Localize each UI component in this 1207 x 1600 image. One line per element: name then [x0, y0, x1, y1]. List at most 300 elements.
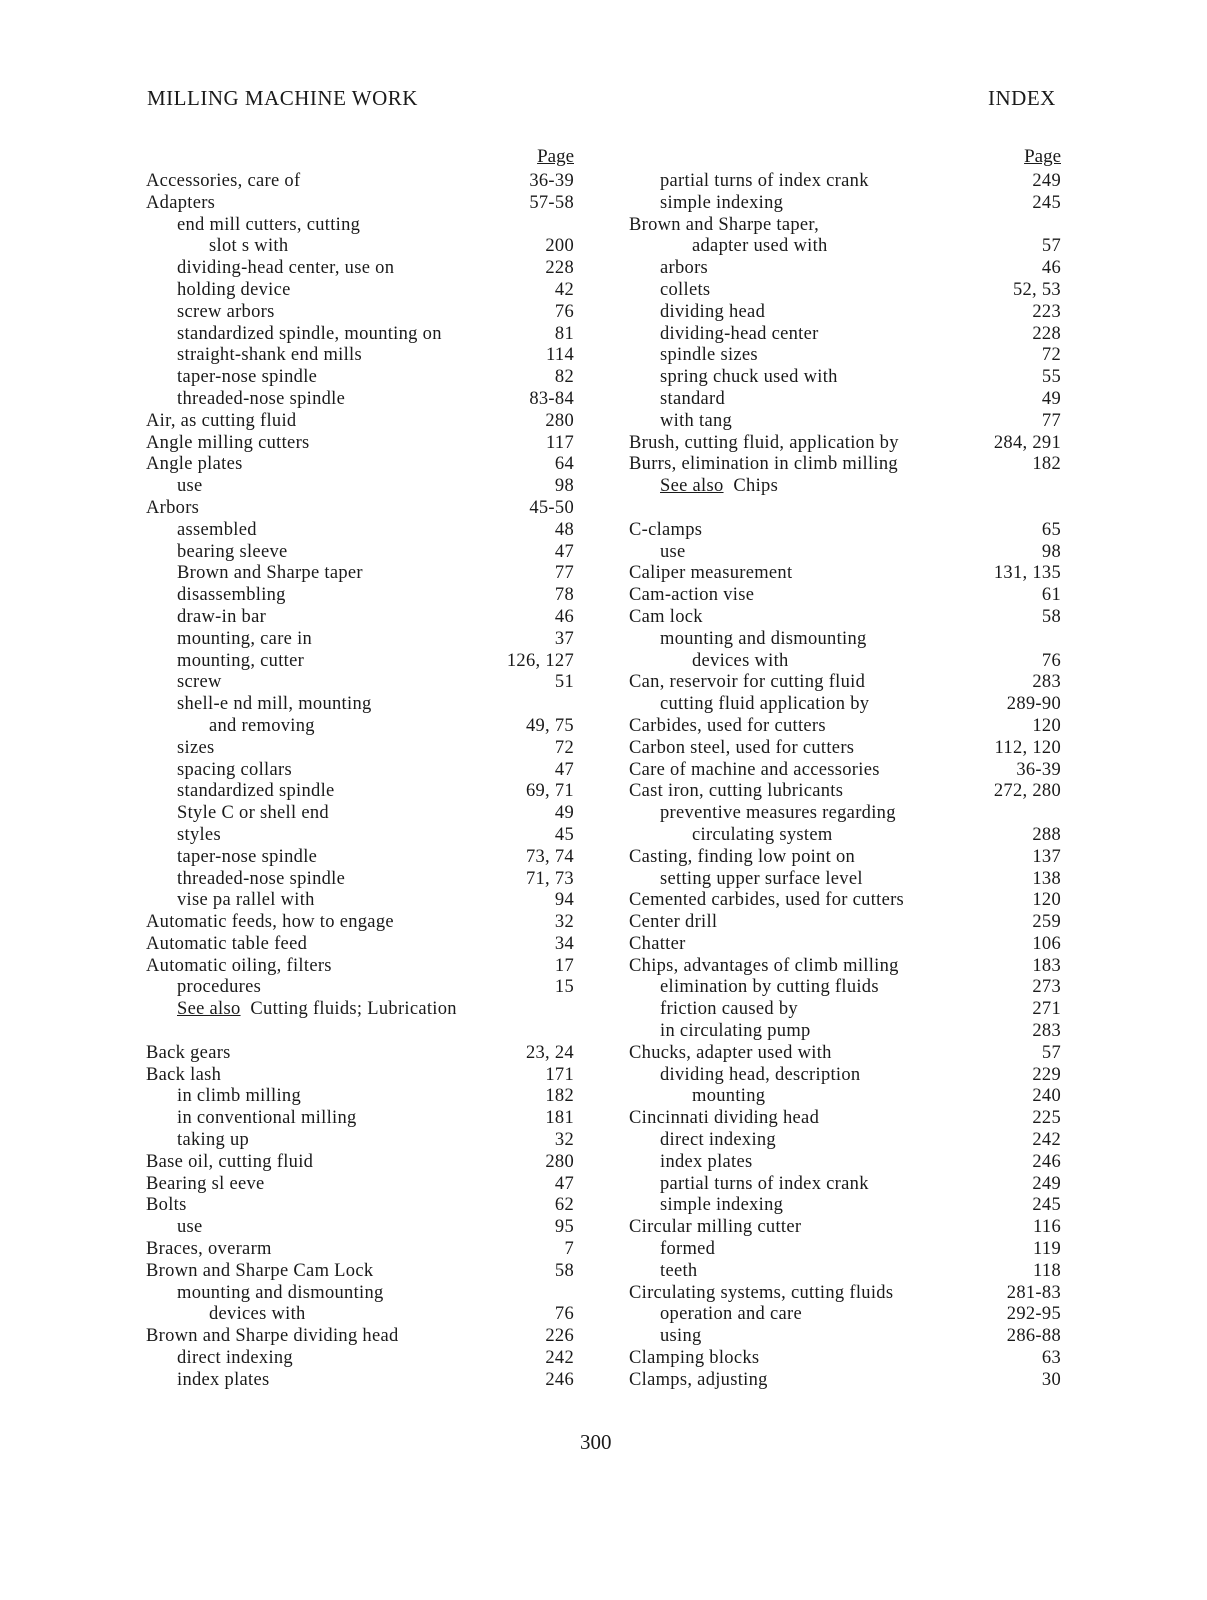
index-entry: [146, 1086, 574, 1108]
index-entry: [629, 563, 1061, 585]
index-entry: [146, 1326, 574, 1348]
index-term: use: [177, 1217, 203, 1238]
index-entry: [146, 215, 574, 237]
page-reference: 55: [1041, 367, 1061, 388]
page-reference: 226: [545, 1326, 574, 1347]
index-term: Style C or shell end: [177, 803, 329, 824]
index-term: Brown and Sharpe taper,: [629, 214, 820, 235]
index-entry: [146, 1283, 574, 1305]
index-term: [629, 476, 778, 498]
index-entry: [629, 716, 1061, 738]
index-entry: [146, 345, 574, 367]
index-entry: [629, 651, 1061, 673]
page-reference: 64: [554, 454, 574, 475]
page-reference: 61: [1041, 585, 1061, 606]
index-entry: [146, 1152, 574, 1174]
page-reference: 32: [554, 1130, 574, 1151]
page-reference: 46: [1041, 258, 1061, 279]
page-reference: 138: [1032, 868, 1061, 889]
index-entry: [629, 1021, 1061, 1043]
index-entry: [629, 520, 1061, 542]
page-reference: 119: [1033, 1239, 1061, 1260]
index-term: Carbides, used for cutters: [629, 715, 826, 736]
index-term: dividing-head center, use on: [177, 258, 395, 279]
index-entry: [629, 215, 1061, 237]
index-term: Bolts: [146, 1195, 187, 1216]
page-reference: 62: [554, 1195, 574, 1216]
index-term: Cincinnati dividing head: [629, 1108, 820, 1129]
page-reference: 76: [554, 301, 574, 322]
page-reference: 69, 71: [525, 781, 574, 802]
index-term: in conventional milling: [177, 1108, 357, 1129]
page-reference: 48: [554, 519, 574, 540]
page-reference: 280: [545, 410, 574, 431]
index-term: procedures: [177, 977, 262, 998]
index-entry: [629, 302, 1061, 324]
index-entry: [146, 367, 574, 389]
page-reference: 57: [1041, 236, 1061, 257]
index-term: direct indexing: [660, 1130, 776, 1151]
page-reference: 36-39: [1016, 759, 1061, 780]
index-entry: [146, 171, 574, 193]
index-entry: [146, 563, 574, 585]
index-term: arbors: [660, 258, 709, 279]
page-reference: 65: [1041, 519, 1061, 540]
page-reference: 259: [1032, 912, 1061, 933]
page-column-label: Page: [537, 146, 574, 167]
index-term: Clamps, adjusting: [629, 1369, 768, 1390]
index-entry: [629, 607, 1061, 629]
page-reference: 47: [554, 541, 574, 562]
page-reference: 7: [564, 1239, 574, 1260]
page-reference: 17: [554, 955, 574, 976]
page-reference: 106: [1032, 933, 1061, 954]
page-reference: 58: [1041, 606, 1061, 627]
index-term: Chips, advantages of climb milling: [629, 955, 899, 976]
page-reference: 77: [1041, 410, 1061, 431]
index-entry: [629, 345, 1061, 367]
page-reference: 246: [1032, 1151, 1061, 1172]
index-entries-right: [629, 171, 1061, 1392]
page-reference: 182: [545, 1086, 574, 1107]
page-reference: 42: [554, 279, 574, 300]
page-reference: 98: [1041, 541, 1061, 562]
page-reference: 94: [554, 890, 574, 911]
index-term: setting upper surface level: [660, 868, 863, 889]
page-reference: 118: [1033, 1260, 1061, 1281]
index-entry: [146, 1130, 574, 1152]
page-reference: 47: [554, 759, 574, 780]
index-entry: [629, 1043, 1061, 1065]
index-term: Base oil, cutting fluid: [146, 1151, 314, 1172]
index-entry: [629, 629, 1061, 651]
index-term: spring chuck used with: [660, 367, 838, 388]
index-term: threaded-nose spindle: [177, 868, 346, 889]
index-term: [146, 999, 457, 1021]
page-reference: 223: [1032, 301, 1061, 322]
index-entry: [629, 258, 1061, 280]
page-reference: 76: [554, 1304, 574, 1325]
page-reference: 273: [1032, 977, 1061, 998]
page-reference: 63: [1041, 1348, 1061, 1369]
index-term: Clamping blocks: [629, 1348, 760, 1369]
index-term: Cam lock: [629, 606, 703, 627]
page-reference: 46: [554, 606, 574, 627]
index-entry: [146, 585, 574, 607]
index-term: styles: [177, 824, 221, 845]
page-reference: 72: [1041, 345, 1061, 366]
index-term: Chatter: [629, 933, 686, 954]
index-term: Cam-action vise: [629, 585, 755, 606]
page-reference: 240: [1032, 1086, 1061, 1107]
index-term: Cemented carbides, used for cutters: [629, 890, 905, 911]
page-reference: 83-84: [529, 388, 574, 409]
page-reference: 32: [554, 912, 574, 933]
index-entry: [146, 1261, 574, 1283]
index-term: use: [177, 476, 203, 497]
index-term: Caliper measurement: [629, 563, 793, 584]
index-entry: [146, 280, 574, 302]
page-reference: 78: [554, 585, 574, 606]
index-entry: [146, 1108, 574, 1130]
index-entry: [146, 890, 574, 912]
index-entry: [146, 825, 574, 847]
index-entry: [629, 367, 1061, 389]
index-entry: [146, 607, 574, 629]
index-term: shell-e nd mill, mounting: [177, 694, 372, 715]
page-reference: 112, 120: [994, 737, 1061, 758]
index-term: end mill cutters, cutting: [177, 214, 361, 235]
index-term: Angle milling cutters: [146, 432, 310, 453]
index-term: mounting, care in: [177, 628, 313, 649]
index-entry: [629, 869, 1061, 891]
index-entry: [629, 1174, 1061, 1196]
page-reference: 284, 291: [993, 432, 1061, 453]
index-term: assembled: [177, 519, 257, 540]
index-entry: [629, 1195, 1061, 1217]
page-reference: 228: [1032, 323, 1061, 344]
index-entry: [146, 324, 574, 346]
index-term: spacing collars: [177, 759, 292, 780]
page-reference: 117: [546, 432, 574, 453]
index-entry: [146, 999, 574, 1021]
index-term: simple indexing: [660, 192, 784, 213]
index-term: devices with: [209, 1304, 306, 1325]
index-entry: [629, 825, 1061, 847]
page-reference: 37: [554, 628, 574, 649]
see-also-target: Chips: [733, 476, 779, 497]
index-entry: [629, 803, 1061, 825]
index-term: collets: [660, 279, 711, 300]
index-term: screw arbors: [177, 301, 275, 322]
index-column-right: [629, 145, 1061, 1392]
index-term: preventive measures regarding: [660, 803, 896, 824]
page-reference: 73, 74: [525, 846, 574, 867]
index-entry: [629, 1217, 1061, 1239]
index-entry: [146, 389, 574, 411]
page-reference: 95: [554, 1217, 574, 1238]
index-entry: [146, 258, 574, 280]
index-entry: [629, 890, 1061, 912]
page-reference: 242: [545, 1348, 574, 1369]
page-reference: 23, 24: [525, 1042, 574, 1063]
index-entry: [146, 542, 574, 564]
index-entry: [629, 193, 1061, 215]
page-reference: 116: [1033, 1217, 1061, 1238]
index-term: Brown and Sharpe Cam Lock: [146, 1260, 374, 1281]
index-term: Brush, cutting fluid, application by: [629, 432, 899, 453]
see-also-reference: See also: [660, 476, 724, 497]
index-term: C-clamps: [629, 519, 703, 540]
page-reference: 272, 280: [993, 781, 1061, 802]
page-reference: 171: [545, 1064, 574, 1085]
index-term: Center drill: [629, 912, 718, 933]
index-term: mounting and dismounting: [660, 628, 867, 649]
index-entry: [629, 476, 1061, 498]
index-term: Care of machine and accessories: [629, 759, 880, 780]
page-reference: 34: [554, 933, 574, 954]
page-column-label: Page: [1024, 146, 1061, 167]
page-reference: 71, 73: [525, 868, 574, 889]
index-entry: [629, 389, 1061, 411]
index-entry: [146, 302, 574, 324]
index-entry: [629, 1283, 1061, 1305]
index-term: taper-nose spindle: [177, 367, 318, 388]
index-term: in circulating pump: [660, 1021, 811, 1042]
running-header-title: MILLING MACHINE WORK: [147, 86, 418, 110]
index-entry: [146, 694, 574, 716]
index-entry: [146, 454, 574, 476]
index-term: standardized spindle: [177, 781, 335, 802]
index-term: Brown and Sharpe dividing head: [146, 1326, 399, 1347]
index-entry: [146, 1304, 574, 1326]
index-entry: [629, 738, 1061, 760]
index-term: cutting fluid application by: [660, 694, 870, 715]
index-entry: [629, 585, 1061, 607]
index-entry: [146, 651, 574, 673]
index-term: Automatic table feed: [146, 933, 308, 954]
page-reference: 200: [545, 236, 574, 257]
index-term: threaded-nose spindle: [177, 388, 346, 409]
page-reference: 45: [554, 824, 574, 845]
page-reference: 225: [1032, 1108, 1061, 1129]
index-term: Automatic oiling, filters: [146, 955, 332, 976]
page-reference: 81: [554, 323, 574, 344]
index-term: Air, as cutting fluid: [146, 410, 297, 431]
index-entry: [146, 672, 574, 694]
page-reference: 49: [1041, 388, 1061, 409]
index-term: Can, reservoir for cutting fluid: [629, 672, 866, 693]
index-entry: [629, 1370, 1061, 1392]
index-entry: [629, 324, 1061, 346]
index-entry: [146, 803, 574, 825]
index-term: adapter used with: [692, 236, 828, 257]
index-term: Circular milling cutter: [629, 1217, 802, 1238]
index-entry: [629, 977, 1061, 999]
page-reference: 77: [554, 563, 574, 584]
index-term: teeth: [660, 1260, 698, 1281]
index-entry: [146, 476, 574, 498]
index-entry: [146, 1370, 574, 1392]
index-entry: [146, 738, 574, 760]
page-reference: 52, 53: [1012, 279, 1061, 300]
index-entry: [146, 760, 574, 782]
index-entry: [629, 1130, 1061, 1152]
index-entry: [146, 1043, 574, 1065]
index-entry: [629, 847, 1061, 869]
page-reference: 280: [545, 1151, 574, 1172]
page-reference: 15: [554, 977, 574, 998]
index-entry: [146, 977, 574, 999]
page-reference: 76: [1041, 650, 1061, 671]
page-reference: 120: [1032, 715, 1061, 736]
index-term: slot s with: [209, 236, 289, 257]
index-entry: [146, 934, 574, 956]
index-term: Chucks, adapter used with: [629, 1042, 832, 1063]
index-term: with tang: [660, 410, 733, 431]
index-term: mounting: [692, 1086, 766, 1107]
page-reference: 228: [545, 258, 574, 279]
page-reference: 120: [1032, 890, 1061, 911]
page-reference: 271: [1032, 999, 1061, 1020]
index-entry: [146, 411, 574, 433]
index-term: partial turns of index crank: [660, 1173, 869, 1194]
index-entry: [629, 999, 1061, 1021]
index-term: direct indexing: [177, 1348, 293, 1369]
index-term: standardized spindle, mounting on: [177, 323, 442, 344]
index-term: operation and care: [660, 1304, 803, 1325]
index-entry: [629, 1348, 1061, 1370]
index-entry: [629, 433, 1061, 455]
index-term: straight-shank end mills: [177, 345, 362, 366]
index-entry: [146, 781, 574, 803]
page-reference: 30: [1041, 1369, 1061, 1390]
page-reference: 245: [1032, 1195, 1061, 1216]
page-reference: 288: [1032, 824, 1061, 845]
index-term: vise pa rallel with: [177, 890, 315, 911]
index-term: taking up: [177, 1130, 250, 1151]
index-entry: [629, 781, 1061, 803]
page-reference: 183: [1032, 955, 1061, 976]
index-term: Circulating systems, cutting fluids: [629, 1282, 894, 1303]
page-reference: 181: [545, 1108, 574, 1129]
index-entry: [629, 956, 1061, 978]
index-term: dividing head, description: [660, 1064, 861, 1085]
index-term: partial turns of index crank: [660, 171, 869, 191]
index-term: Angle plates: [146, 454, 243, 475]
page-reference: 57-58: [529, 192, 574, 213]
page-reference: 245: [1032, 192, 1061, 213]
index-entry: [629, 171, 1061, 193]
index-entry: [629, 1239, 1061, 1261]
page-reference: 137: [1032, 846, 1061, 867]
index-entry: [146, 869, 574, 891]
page-reference: 36-39: [529, 171, 574, 191]
index-entry: [146, 1174, 574, 1196]
index-entry: [629, 236, 1061, 258]
page-reference: 72: [554, 737, 574, 758]
index-term: Automatic feeds, how to engage: [146, 912, 394, 933]
index-term: in climb milling: [177, 1086, 302, 1107]
page-reference: 98: [554, 476, 574, 497]
page-reference: 292-95: [1006, 1304, 1061, 1325]
index-term: Back lash: [146, 1064, 222, 1085]
page-reference: 249: [1032, 1173, 1061, 1194]
index-entry: [629, 672, 1061, 694]
index-entry: [146, 912, 574, 934]
page-reference: 289-90: [1006, 694, 1061, 715]
index-term: elimination by cutting fluids: [660, 977, 879, 998]
index-entry: [629, 1261, 1061, 1283]
running-header-section: INDEX: [988, 86, 1056, 110]
index-term: and removing: [209, 715, 315, 736]
entry-gap: [146, 1021, 574, 1043]
index-term: bearing sleeve: [177, 541, 288, 562]
index-entry: [629, 1304, 1061, 1326]
index-entries-left: [146, 171, 574, 1392]
index-entry: [629, 1065, 1061, 1087]
index-column-left: [146, 145, 574, 1392]
index-entry: [629, 760, 1061, 782]
index-entry: [629, 934, 1061, 956]
index-term: Casting, finding low point on: [629, 846, 856, 867]
index-entry: [146, 716, 574, 738]
see-also-target: Cutting fluids; Lubrication: [250, 999, 457, 1020]
index-entry: [146, 1217, 574, 1239]
see-also-reference: See also: [177, 999, 241, 1020]
index-entry: [146, 1065, 574, 1087]
index-term: index plates: [177, 1369, 270, 1390]
index-term: Arbors: [146, 497, 200, 518]
index-entry: [146, 236, 574, 258]
index-entry: [629, 411, 1061, 433]
page-reference: 51: [554, 672, 574, 693]
index-term: Back gears: [146, 1042, 231, 1063]
index-term: formed: [660, 1239, 716, 1260]
page-number: 300: [580, 1430, 612, 1454]
index-term: dividing head: [660, 301, 766, 322]
index-entry: [146, 1348, 574, 1370]
index-term: use: [660, 541, 686, 562]
index-term: Carbon steel, used for cutters: [629, 737, 855, 758]
index-term: Burrs, elimination in climb milling: [629, 454, 898, 475]
index-entry: [629, 1108, 1061, 1130]
page-reference: 246: [545, 1369, 574, 1390]
index-entry: [146, 433, 574, 455]
page-reference: 82: [554, 367, 574, 388]
index-entry: [629, 542, 1061, 564]
index-entry: [146, 1239, 574, 1261]
index-entry: [146, 520, 574, 542]
page-reference: 283: [1032, 1021, 1061, 1042]
index-term: sizes: [177, 737, 215, 758]
page-reference: 242: [1032, 1130, 1061, 1151]
index-term: draw-in bar: [177, 606, 267, 627]
entry-gap: [629, 498, 1061, 520]
page-reference: 49: [554, 803, 574, 824]
page-reference: 57: [1041, 1042, 1061, 1063]
index-term: spindle sizes: [660, 345, 758, 366]
index-entry: [629, 454, 1061, 476]
index-term: circulating system: [692, 824, 833, 845]
index-entry: [146, 498, 574, 520]
index-term: Accessories, care of: [146, 171, 301, 191]
index-term: Brown and Sharpe taper: [177, 563, 363, 584]
index-entry: [146, 1195, 574, 1217]
index-term: taper-nose spindle: [177, 846, 318, 867]
index-term: devices with: [692, 650, 789, 671]
page-reference: 114: [546, 345, 574, 366]
